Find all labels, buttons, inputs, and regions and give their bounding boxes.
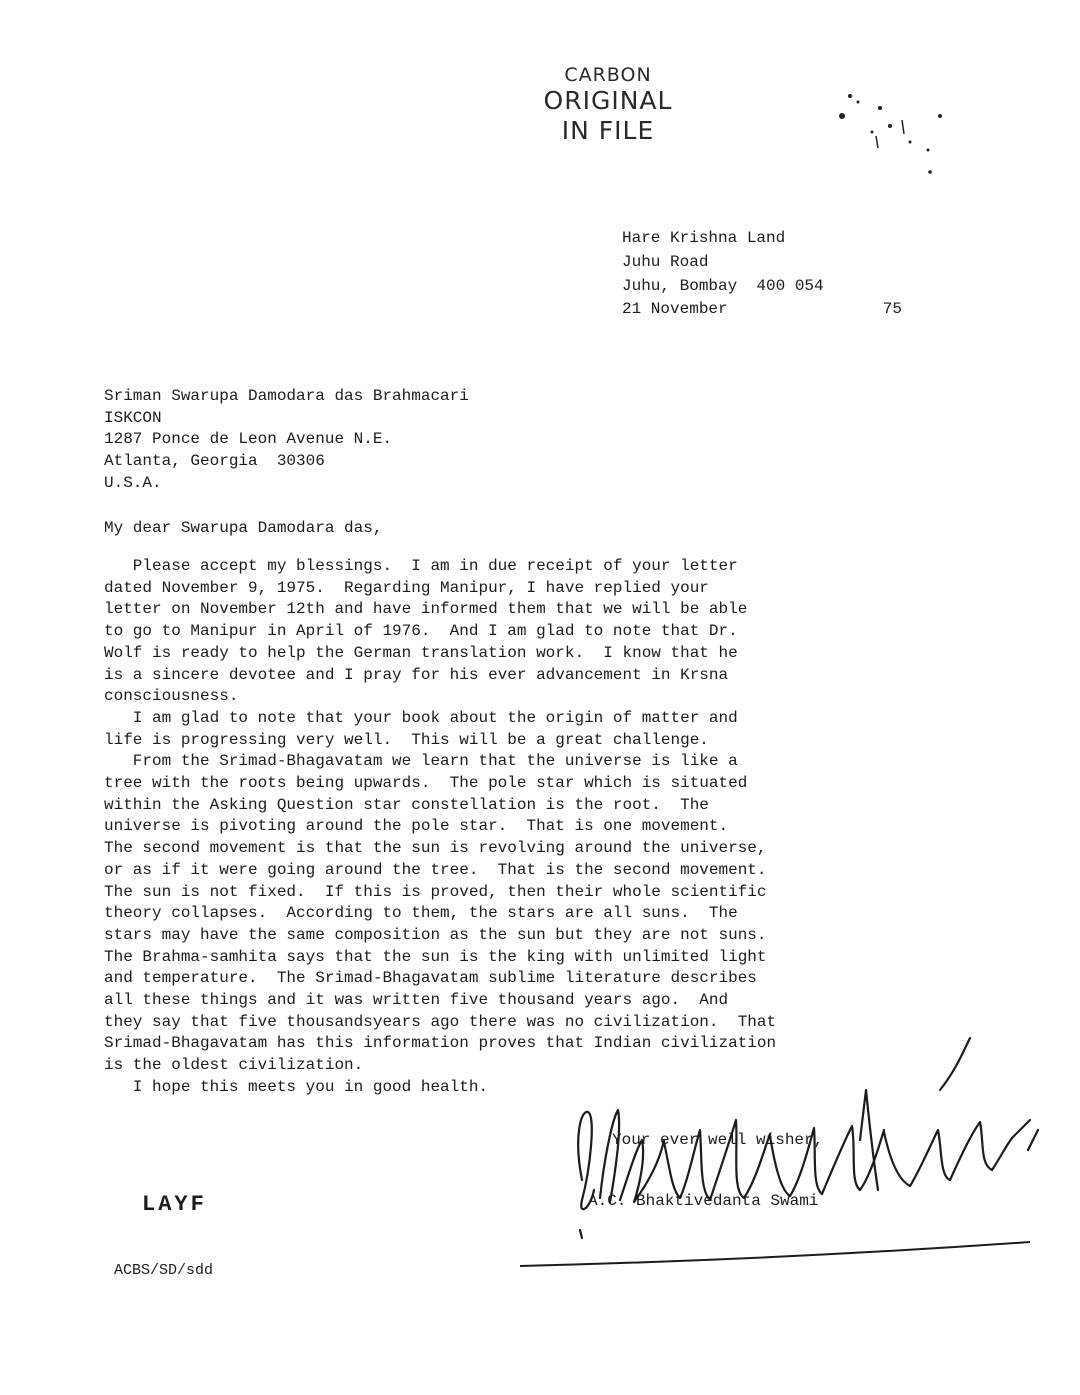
recipient-line-4: Atlanta, Georgia 30306 [104,452,325,471]
recipient-line-1: Sriman Swarupa Damodara das Brahmacari [104,387,469,405]
body-line: to go to Manipur in April of 1976. And I am glad to note that Dr. [104,622,738,641]
body-line: Wolf is ready to help the German translation work. I know that he [104,643,738,662]
body-line: and temperature. The Srimad-Bhagavatam sublime literature describes [104,969,757,988]
file-mark: LAYF [142,1192,207,1217]
body-line: they say that five thousandsyears ago there was no civilization. That [104,1012,777,1031]
body-line: I hope this meets you in good health. [104,1077,489,1096]
sender-line-1: Hare Krishna Land [622,229,786,247]
body-line: is a sincere devotee and I pray for his ever advancement in Krsna [104,665,729,684]
sender-line-3: Juhu, Bombay 400 054 [622,277,824,295]
stamp-line-2: ORIGINAL [543,86,673,115]
recipient-line-5: U.S.A. [104,473,162,492]
body-line: consciousness. [104,687,239,706]
salutation: My dear Swarupa Damodara das, [104,519,383,537]
body-line: life is progressing very well. This will be a great challenge. [104,730,709,749]
signer-name: A.C. Bhaktivedanta Swami [588,1192,819,1210]
body-line: is the oldest civilization. [104,1056,364,1075]
body-line: From the Srimad-Bhagavatam we learn that the universe is like a [104,752,738,771]
body-line: The sun is not fixed. If this is proved, then their whole scientific [104,882,767,901]
body-line: stars may have the same composition as the sun but they are not suns. [104,925,767,944]
date-year: 75 [882,300,902,318]
stamp-line-1: CARBON [564,64,652,86]
sender-address [622,226,824,298]
signature-line [520,1232,1030,1272]
carbon-original-stamp [518,64,698,146]
body-line: Please accept my blessings. I am in due receipt of your letter [104,557,738,575]
body-line: theory collapses. According to them, the stars are all suns. The [104,904,738,923]
closing: Your ever well wisher, [612,1131,824,1149]
recipient-line-3: 1287 Ponce de Leon Avenue N.E. [104,430,393,449]
body-line: Srimad-Bhagavatam has this information proves that Indian civilization [104,1034,777,1053]
reference-initials: ACBS/SD/sdd [114,1262,214,1279]
body-line: all these things and it was written five thousand years ago. And [104,991,729,1010]
body-line: The second movement is that the sun is revolving around the universe, [104,839,767,858]
body-line: universe is pivoting around the pole star. That is one movement. [104,817,729,836]
body-line: tree with the roots being upwards. The pole star which is situated [104,774,748,793]
body-line: I am glad to note that your book about the origin of matter and [104,708,738,727]
date-day-month: 21 November [622,300,728,318]
body-line: or as if it were going around the tree. That is the second movement. [104,860,767,879]
recipient-line-2: ISKCON [104,408,162,427]
body-line: within the Asking Question star constellation is the root. The [104,795,709,814]
scan-specks [820,86,950,186]
stamp-line-3: IN FILE [561,116,655,145]
recipient-address [104,386,469,495]
body-line: The Brahma-samhita says that the sun is the king with unlimited light [104,947,767,966]
sender-line-2: Juhu Road [622,253,709,271]
body-line: letter on November 12th and have informed them that we will be able [104,600,748,619]
letter-body [104,556,776,1099]
letter-date [622,300,902,318]
body-line: dated November 9, 1975. Regarding Manipur, I have replied your [104,578,709,597]
